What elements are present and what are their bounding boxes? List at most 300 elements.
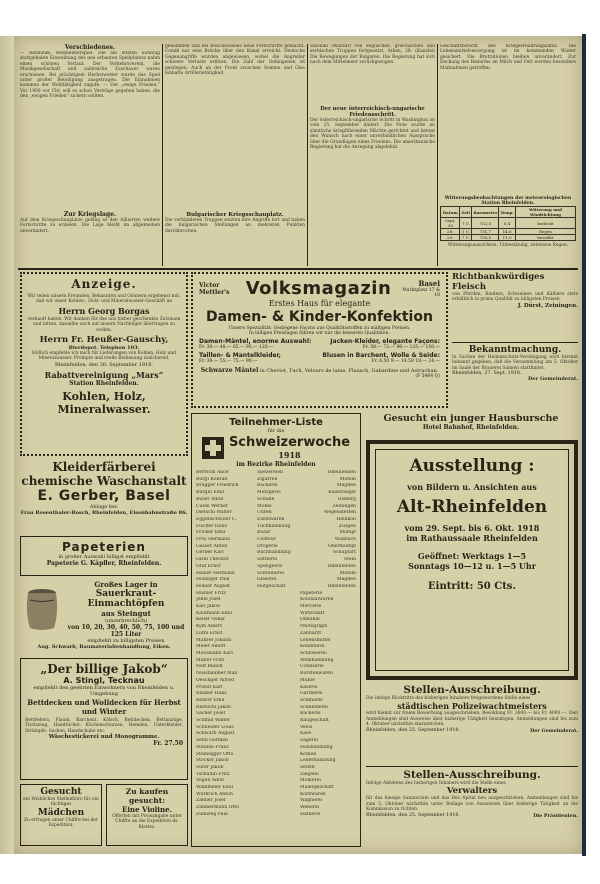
papeterien-ad (20, 536, 188, 576)
teilnehmer-business: Wagnerei (300, 798, 323, 804)
ausstellung-line-1: von Bildern u. Ansichten aus (407, 482, 537, 492)
anzeige-firm: Herrn Fr. Heußer-Gauschy, (39, 335, 169, 346)
teilnehmer-place: Rheinfelden (327, 563, 356, 569)
teilnehmer-name: Gerber Karl (196, 550, 224, 556)
news-column-4 (440, 44, 576, 266)
anzeige-text-3: Höflich empfehle ich mich für Lieferungen von Kohlen, Holz und Mineralwasser. Prompte und reelle Bedienung zusichernd. (32, 351, 176, 362)
lager-ad (20, 580, 188, 654)
teilnehmer-row (196, 698, 356, 705)
weather-row: 28. 1 U. 731,7 14,6 Regen (441, 229, 576, 235)
teilnehmer-name: Bertschi Alice (196, 470, 229, 475)
kleiderfaerberei-ablage: Ablage bei: (89, 504, 119, 510)
teilnehmer-business: Käse (300, 731, 312, 737)
teilnehmer-name: Bürgin Emil (196, 490, 225, 496)
teilnehmer-business: Hafnerei (300, 811, 321, 817)
teilnehmer-row (196, 530, 356, 537)
crock-icon (22, 588, 62, 632)
teilnehmer-place: Möhlin (339, 570, 356, 576)
ausstellung-title: Ausstellung : (409, 456, 535, 476)
teilnehmer-place: Kaiseraugst (328, 490, 356, 496)
teilnehmer-business: Ölmühle (300, 617, 320, 623)
teilnehmer-name: Gisin Theodor (196, 557, 229, 563)
ausstellung-fee: Eintritt: 50 Cts. (428, 581, 516, 592)
teilnehmer-business: Baugeschäft (300, 718, 329, 724)
volksmagazin-code: (F 5484 Q) (415, 374, 440, 379)
teilnehmer-row (196, 597, 356, 604)
jakob-ad (20, 658, 188, 780)
teilnehmer-business: Lebensmittel (300, 637, 331, 643)
book-spine (582, 34, 586, 856)
bekanntmachung-signature: Der Gemeinderat. (528, 376, 578, 383)
teilnehmer-business: Mühle (300, 677, 315, 683)
teilnehmer-name: Fricker Emil (196, 530, 226, 536)
section-divider (18, 268, 578, 270)
bekanntmachung-date: Rheinfelden, 27. Sept. 1918. (452, 371, 522, 377)
volksmagazin-owner: Victor Mettler's (199, 281, 230, 296)
teilnehmer-business: Weberei (300, 805, 320, 811)
teilnehmer-name: Senn Gottlieb (196, 738, 228, 744)
jakob-title: „Der billige Jakob“ (40, 662, 168, 676)
teilnehmer-name: Suter Jakob (196, 764, 224, 770)
column-2-text: genommen und bei Bouchavesnes neue Fortschritte gemacht. Condé nur eine Brücke über den Kanal erreicht. Deutsche Gegenangriffe wurden abgewiesen, wobei die Angreifer schwere Verluste erlitten. Die Zahl der Gefangenen ist gestiegen. Auch an der Front zwischen Somme und Oise lebhafte Artillerietätigkeit. (165, 44, 305, 77)
teilnehmer-name: Stocker Jakob (196, 758, 229, 764)
news-column-3 (310, 44, 435, 266)
teilnehmer-name: Hasler Hermann (196, 570, 235, 576)
zukaufen-item: Eine Violine. (122, 805, 172, 814)
teilnehmer-row (196, 664, 356, 671)
teilnehmer-business: Hutgeschäft (257, 583, 286, 589)
teilnehmer-business: Kolonialwaren (300, 597, 334, 603)
column-4-text: Geschäftsbericht des Kriegsernährungsamts. Die Lebensmittelversorgung ist im kommenden Winter gesichert. Die Brotrationen bleiben unverändert. Zur Deckung des Bedarfes an Milch und Fett werden besondere Maßnahmen getroffen. (440, 44, 576, 71)
teilnehmer-name: Steinegger Otto (196, 751, 234, 757)
teilnehmer-name: Fischer Hans (196, 523, 227, 529)
teilnehmer-business: Confiserie (300, 664, 324, 670)
teilnehmer-name: Kym Albert (196, 624, 223, 630)
teilnehmer-row (196, 725, 356, 732)
column-divider (162, 44, 163, 266)
weather-table (440, 206, 576, 241)
anzeige-station: Station Rheinfelden. (69, 379, 139, 387)
teilnehmer-row (196, 564, 356, 571)
teilnehmer-business: Schreinerei (257, 570, 285, 576)
anzeige-bottom: Kohlen, Holz, Mineralwasser. (57, 389, 151, 416)
teilnehmer-business: Käserei (300, 684, 318, 690)
teilnehmer-row (196, 477, 356, 484)
teilnehmer-name: Moosmann Karl (196, 650, 233, 656)
teilnehmer-row (196, 778, 356, 785)
teilnehmer-row (196, 624, 356, 631)
teilnehmer-business: Sattlerei (257, 557, 278, 563)
teilnehmer-business: Holzhandlung (300, 744, 333, 750)
gesucht-text: ein Weibliches Stellenbüro für ein tüchtiges (23, 797, 99, 808)
teilnehmer-business: Tuchhandlung (257, 523, 291, 529)
papeterien-sub: in großer Auswahl billigst empfiehlt (58, 554, 150, 560)
teilnehmer-business: Zigarren (257, 476, 278, 482)
teilnehmer-row (196, 571, 356, 578)
anzeige-name: Herrn Georg Borgas (58, 305, 150, 316)
zukaufen-text: Offerten mit Preisangabe unter Chiffre an die Expedition ds. Blattes. (112, 814, 182, 830)
teilnehmer-place: Schupfart (332, 550, 356, 556)
gesucht-title: Gesucht (40, 787, 82, 797)
teilnehmer-name: Buser Adolf (196, 496, 224, 502)
teilnehmer-business: Kohlen (300, 751, 317, 757)
teilnehmer-row (196, 792, 356, 799)
teilnehmer-business: Metzgerei (257, 490, 281, 496)
teilnehmer-row (196, 812, 356, 819)
volksmagazin-coats-heading: Damen-Mäntel, enorme Auswahl: (199, 338, 312, 345)
teilnehmer-place: Hellikon (336, 516, 356, 522)
ausstellung-ad (366, 440, 578, 680)
fleisch-name: J. Dürst, Zeiningen. (517, 302, 578, 309)
hausbursche-ad (364, 413, 578, 437)
teilnehmer-business: Bazar (257, 530, 271, 536)
teilnehmer-name: Probst Karl (196, 684, 223, 690)
teilnehmer-name: Schneider Louis (196, 724, 234, 730)
anzeige-date: Rheinfelden, den 30. September 1918. (55, 361, 153, 368)
stellen-1-heading: Stellen-Ausschreibung. (403, 684, 541, 696)
teilnehmer-business: Papeterie (300, 590, 323, 596)
teilnehmer-place: Rheinfelden (327, 583, 356, 589)
teilnehmer-name: Nussbaumer Max (196, 671, 238, 677)
volksmagazin-coats-prices: Fr. 30.— 48.— 65.— 95.— 120.— (199, 345, 274, 350)
teilnehmer-row (196, 658, 356, 665)
section-divider (452, 342, 578, 343)
teilnehmer-name: Zumsteg Paul (196, 811, 228, 817)
teilnehmer-name: Graf Ernst (196, 563, 221, 569)
stellen-ad-2 (366, 769, 578, 849)
teilnehmer-sub: für die (267, 428, 285, 434)
stellen-1-signature: Der Gemeinderat. (530, 727, 578, 734)
teilnehmer-business: Malergeschäft (300, 785, 334, 791)
teilnehmer-business: Möbel (257, 503, 272, 509)
teilnehmer-row (196, 577, 356, 584)
stellen-2-heading: Stellen-Ausschreibung. (403, 769, 541, 781)
newspaper-page (14, 36, 582, 854)
ausstellung-headline: Alt-Rheinfelden (396, 497, 548, 517)
fleisch-ad (452, 272, 578, 342)
teilnehmer-business: Spezereien (257, 470, 284, 475)
teilnehmer-name: Meier Albert (196, 644, 226, 650)
volksmagazin-subtitle: Erstes Haus für elegante (268, 299, 371, 308)
teilnehmer-business: Photograph (300, 624, 328, 630)
volksmagazin-title: Volksmagazin (245, 278, 392, 299)
papeterien-title: Papeterien (62, 540, 146, 554)
jakob-extra: Wäschestickerei und Monogramme. (48, 734, 160, 741)
teilnehmer-row (196, 504, 356, 511)
teilnehmer-row (196, 490, 356, 497)
teilnehmer-name: Kalt Jakob (196, 604, 221, 610)
teilnehmer-row (196, 678, 356, 685)
teilnehmer-business: Buchhandlung (257, 550, 291, 556)
teilnehmer-row (196, 470, 356, 477)
peace-heading: Der neue österreichisch-ungarische Friedensschritt. (320, 106, 425, 118)
anzeige-vereinigung: Rabattvereinigung „Mars“ (44, 369, 164, 380)
teilnehmer-business: Sägerei (300, 738, 318, 744)
teilnehmer-place: Zeiningen (332, 503, 356, 509)
volksmagazin-ad (191, 272, 448, 408)
teilnehmer-name: Cueni Werner (196, 503, 229, 509)
teilnehmer-row (196, 617, 356, 624)
teilnehmer-row (196, 524, 356, 531)
volksmagazin-jackets-heading: Jacken-Kleider, elegante Façons: (330, 338, 440, 345)
volksmagazin-blouses-heading: Blusen in Barchent, Wolle & Seide: (322, 352, 440, 359)
jakob-offer: Bettdecken und Wolldecken für Herbst und Winter (27, 698, 181, 716)
lager-heading: Großes Lager in (94, 580, 158, 589)
teilnehmer-row (196, 537, 356, 544)
anzeige-text-2: verkauft haben. Wir danken für das uns bisher geschenkte Zutrauen und bitten, dasselbe auch auf unsern Nachfolger übertragen zu wollen. (27, 316, 181, 333)
weather-header-row: Datum Zeit Barometer Temp. Witterung und Windrichtung (441, 207, 576, 218)
teilnehmer-name: Stäuble Franz (196, 744, 229, 750)
teilnehmer-business: Mercerie (300, 604, 322, 610)
teilnehmer-row (196, 805, 356, 812)
teilnehmer-region: im Bezirke Rheinfelden (236, 461, 316, 468)
teilnehmer-place: Olsberg (337, 496, 356, 502)
teilnehmer-place: Magden (336, 577, 356, 583)
ausstellung-hours: Geöffnet: Werktags 1—5 (417, 551, 527, 561)
teilnehmer-business: Drogerie (257, 543, 278, 549)
jakob-sub: empfiehlt den geehrten Einwohnern von Rheinfelden u. Umgebung (33, 685, 175, 697)
anzeige-ad (20, 272, 188, 456)
teilnehmer-name: Waldmeier Emil (196, 785, 234, 791)
ausstellung-dates: vom 29. Sept. bis 6. Okt. 1918 (404, 523, 540, 533)
lager-sizes: von 10, 20, 30, 40, 50, 75, 100 und 125 Liter (67, 624, 185, 638)
teilnehmer-business: Coiffeur (257, 537, 276, 543)
teilnehmer-name: Gasser Anton (196, 543, 228, 549)
teilnehmer-rows (196, 470, 356, 819)
teilnehmer-row (196, 584, 356, 591)
teilnehmer-row (196, 510, 356, 517)
teilnehmer-row (196, 745, 356, 752)
teilnehmer-name: Husner Fritz (196, 590, 226, 596)
teilnehmer-name: Ruetschi Jakob (196, 704, 231, 710)
teilnehmer-row (196, 758, 356, 765)
column-divider (437, 44, 438, 266)
anzeige-text-1: Wir teilen unsern Freunden, Bekannten und Gönnern ergebenst mit, daß wir unser Kohlen-, Holz- und Mineralwasser-Geschäft an (27, 294, 181, 305)
teilnehmer-business: Korbwaren (300, 791, 326, 797)
teilnehmer-business: Konditorei (300, 644, 325, 650)
teilnehmer-place: Magden (336, 483, 356, 489)
teilnehmer-row (196, 544, 356, 551)
teilnehmer-name: Frey Hermann (196, 537, 231, 543)
teilnehmer-name: Tschudin Fritz (196, 771, 230, 777)
teilnehmer-name: Schmid Walter (196, 718, 231, 724)
weather-footer: Witterungsaussichten: Unbeständig, zeitweise Regen. (447, 243, 569, 248)
volksmagazin-city: Basel (418, 279, 440, 288)
teilnehmer-name: Schwarb August (196, 731, 235, 737)
teilnehmer-name: Jehle Josef (196, 597, 221, 603)
column-divider (307, 44, 308, 266)
anzeige-title: Anzeige. (71, 277, 137, 291)
teilnehmer-row (196, 691, 356, 698)
teilnehmer-row (196, 705, 356, 712)
lager-material: aus Steingut (101, 609, 151, 618)
teilnehmer-business: Weinhandlung (300, 657, 334, 663)
teilnehmer-place: Stein (343, 557, 356, 563)
teilnehmer-name: Mahrer Johann (196, 637, 232, 643)
fleisch-text: von Pferden, Rindern, Schweinen und Kälbern stets erhältlich in prima Qualität zu billigsten Preisen. (452, 292, 578, 303)
lager-item: Sauerkraut-Einmachtöpfen (87, 589, 165, 609)
zukaufen-title: Zu kaufen gesucht: (125, 787, 169, 805)
teilnehmer-row (196, 798, 356, 805)
weather-row: 29. 7 U. 730,5 11,0 bewölkt (441, 235, 576, 241)
teilnehmer-name: Sacher Josef (196, 711, 226, 717)
hausbursche-heading: Gesucht ein junger Hausbursche (383, 413, 559, 424)
teilnehmer-business: Molkerei (300, 778, 321, 784)
teilnehmer-name: Zimmermann Otto (196, 805, 239, 811)
teilnehmer-name: Rohrer Emil (196, 697, 225, 703)
kleiderfaerberei-subheading: chemische Waschanstalt (21, 474, 187, 488)
teilnehmer-business: Uhren (257, 510, 272, 516)
teilnehmer-heading: Teilnehmer-Liste (229, 417, 323, 428)
teilnehmer-row (196, 591, 356, 598)
teilnehmer-name: Neff Rudolf (196, 664, 223, 670)
teilnehmer-name: Müller Fritz (196, 657, 225, 663)
teilnehmer-row (196, 638, 356, 645)
teilnehmer-place: Obermumpf (328, 543, 356, 549)
teilnehmer-row (196, 772, 356, 779)
teilnehmer-row (196, 483, 356, 490)
volksmagazin-line-2: In billigen Preislagen führen wir nur die besseren Qualitäten. (249, 331, 390, 336)
teilnehmer-business: Seifen (300, 764, 315, 770)
teilnehmer-row (196, 604, 356, 611)
bulgaria-heading: Bulgarischer Kriegsschauplatz. (186, 212, 284, 218)
teilnehmer-business: Gärtnerei (300, 691, 323, 697)
teilnehmer-name: Vögeli Adolf (196, 778, 224, 784)
teilnehmer-business: Schlosserei (300, 650, 327, 656)
teilnehmer-row (196, 631, 356, 638)
teilnehmer-row (196, 651, 356, 658)
teilnehmer-business: Ziegelei (300, 771, 319, 777)
lager-name: Aug. Schwarb, Baumaterialienhandlung, Eiken. (37, 644, 171, 650)
teilnehmer-name: Dietschi Walter (196, 510, 232, 516)
bekanntmachung-ad (452, 345, 578, 411)
stellen-ad-1 (366, 684, 578, 764)
stellen-2-details: für das hiesige Sanatorium und das Bez.-Spital neu ausgeschrieben. Anmeldungen sind bis zum 5. Oktober nächsthin unter Beilage von Ausweisen über bisherige Tätigkeit an die Kommission zu richten. (366, 796, 578, 813)
stellen-1-date: Rheinfelden, den 25. September 1918. (366, 727, 461, 733)
column-3-text: Saloniki (Wardar) von englischen, griechischen und serbischen Truppen fortgesetzt. Athen, 28. (Kanzlei) Die Bewegungen der Bulgaren. Die Regierung hat sich nach dem Mittelmeer zurückgezogen. (310, 44, 435, 66)
teilnehmer-name: Kaufmann Emil (196, 610, 232, 616)
ausstellung-hours-sunday: Sonntags 10—12 u. 1—5 Uhr (408, 561, 536, 571)
volksmagazin-headline: Damen- & Kinder-Konfektion (206, 309, 433, 325)
lager-recommend: empfiehlt zu billigsten Preisen (87, 638, 165, 644)
stellen-2-signature: Die Präsidenten. (533, 812, 578, 819)
teilnehmer-row (196, 671, 356, 678)
teilnehmer-name: Brugger Friedrich (196, 483, 239, 489)
teilnehmer-business: Velos (300, 724, 313, 730)
fleisch-heading: Richtbankwürdiges Fleisch (452, 272, 545, 292)
teilnehmer-business: Wirtschaft (300, 610, 325, 616)
kriegslage-heading: Zur Kriegslage. (63, 211, 117, 218)
teilnehmer-row (196, 718, 356, 725)
teilnehmer-row (196, 711, 356, 718)
teilnehmer-name: Hollinger Paul (196, 577, 230, 583)
volksmagazin-line-1: Unsere Spezialität: Gediegene Façons aus Qualitätsstoffen zu mäßigen Preisen. (228, 326, 411, 331)
weather-title: Witterungsbeobachtungen der meteorologischen Station Rheinfelden. (444, 196, 572, 206)
stellen-2-position: Verwalters (446, 786, 498, 797)
teilnehmer-row (196, 685, 356, 692)
teilnehmer-business: Zahnarzt (300, 630, 322, 636)
stellen-2-date: Rheinfelden, den 25. September 1918. (366, 812, 461, 818)
teilnehmer-row (196, 785, 356, 792)
teilnehmer-business: Bäckerei (257, 483, 278, 489)
jakob-name: A. Stingl, Tecknau (63, 676, 145, 685)
teilnehmer-row (196, 765, 356, 772)
teilnehmer-title: Schweizerwoche (228, 435, 351, 450)
volksmagazin-blouses-prices: Fr. 6.50 9.— 14.50 18.— 24.— (371, 359, 440, 364)
teilnehmer-place: Möhlin (339, 476, 356, 482)
swiss-cross-icon (202, 437, 224, 459)
teilnehmer-row (196, 644, 356, 651)
column-1-heading: Verschiedenes. (64, 44, 116, 51)
stellen-1-position: städtischen Polizeiwachtmeisters (397, 701, 547, 712)
teilnehmer-business: Bürstenwaren (300, 671, 333, 677)
teilnehmer-place: Zuzgen (338, 523, 356, 529)
teilnehmer-business: Schmiede (300, 697, 323, 703)
news-column-2 (165, 44, 305, 266)
anzeige-firm-sub: Bierdepot. Telephon 103. (68, 345, 140, 352)
lager-sub: (unzerbrechlich) (104, 618, 148, 624)
kleiderfaerberei-ad (20, 460, 188, 532)
papeterien-name: Papeterie G. Käpfler, Rheinfelden. (46, 560, 162, 567)
teilnehmer-name: Lüthi Ernst (196, 630, 223, 636)
column-1-text: — Beinheim. Beinheimerspiel. Die am letzten Sonntag stattgehabte Einweihung des neu erbauten Spielplatzes nahm einen schönen Verlauf. Der Verkehrsverein, die Musikgesellschaft und zahlreiche Zuschauer waren erschienen. Bei prächtigem Herbstwetter wurde das Spiel unter großer Beteiligung ausgetragen. Die Einnahmen kommen der Wohltätigkeit zugute. — Der „ewige Frieden.“ Vor 1900 vor Chr. soll es schon Verträge gegeben haben, die den „ewigen Frieden“ sichern sollten. (20, 51, 160, 100)
teilnehmer-place: Wallbach (334, 537, 356, 543)
teilnehmer-place: Mumpf (339, 530, 356, 536)
teilnehmer-name: Hohler August (196, 583, 230, 589)
teilnehmer-business: Spenglerei (257, 563, 283, 569)
gesucht-extra: Zu erfragen unter Chiffre bei der Expedition. (24, 817, 98, 829)
teilnehmer-place: Wegenstetten (324, 510, 356, 516)
gesucht-bold: Mädchen (37, 807, 85, 818)
kleiderfaerberei-name: E. Gerber, Basel (37, 488, 171, 504)
bulgaria-text: Die verbündeten Truppen setzten ihre Angriffe fort und haben die bulgarischen Stellungen an mehreren Punkten durchbrochen. (165, 218, 305, 234)
bekanntmachung-text: In Sachen der Heimatschutz-Vereinigung wird hiermit bekannt gegeben, daß die Versammlung am 5. Oktober im Saale der Brauerei Salmen stattfindet. (452, 355, 578, 371)
kleiderfaerberei-address: Frau Rosenthaler-Bosch, Rheinfelden, Eisenbahnstraße 86. (20, 510, 188, 516)
teilnehmer-business: Bäckerei (300, 711, 321, 717)
stellen-2-text: Infolge Ablebens des bisherigen Inhabers wird die Stelle eines (366, 781, 506, 786)
teilnehmer-row (196, 517, 356, 524)
teilnehmer-name: Eggenschwiler C. (196, 516, 237, 522)
teilnehmer-row (196, 738, 356, 745)
news-column-1 (20, 44, 160, 266)
volksmagazin-address: Marktplatz 17 & 18 (402, 288, 440, 298)
kriegslage-text: Auf dem Kriegsschauplatze gelang es den Alliierten weitere Fortschritte zu erzielen. Die Lage bleibt im allgemeinen unverändert. (20, 218, 160, 234)
teilnehmer-name: Zahner Josef (196, 798, 226, 804)
teilnehmer-name: Oeschger Alfred (196, 677, 235, 683)
stellen-1-text: Die infolge Rücktritts des bisherigen Inhabers freigewordene Stelle eines (366, 696, 531, 701)
teilnehmer-business: Glaserei (257, 577, 277, 583)
teilnehmer-liste (191, 413, 361, 847)
teilnehmer-row (196, 611, 356, 618)
teilnehmer-business: Schuhe (257, 496, 275, 502)
ausstellung-location: im Rathaussaale Rheinfelden (406, 533, 538, 543)
peace-text: Der österreichisch-ungarische Schritt in Washington ist vom 25. September datiert. Die Note wurde an sämtliche kriegführenden Mächte gerichtet und betont den Wunsch nach einer unverbindlichen Aussprache über die Grundlagen eines Friedens. Die amerikanische Regierung hat die Anregung abgelehnt. (310, 118, 435, 151)
volksmagazin-dresses-heading: Taillen- & Mantelkleider, (199, 352, 281, 359)
kleiderfaerberei-heading: Kleiderfärberei (52, 460, 156, 474)
volksmagazin-footer: Schwarze Mäntel in Cheviot, Tuch, Velours de laine, Flausch, Gabardine und Astrachan. (200, 367, 439, 374)
teilnehmer-name: Rauber Hans (196, 691, 227, 697)
teilnehmer-row (196, 550, 356, 557)
volksmagazin-dresses-prices: Fr. 38.— 55.— 75.— 90.— (199, 359, 258, 364)
teilnehmer-business: Lederhandlung (300, 758, 336, 764)
teilnehmer-row (196, 752, 356, 759)
stellen-1-details: wird hiemit zur freien Bewerbung ausgeschrieben. Besoldung Fr. 3600.— bis Fr. 4000.—. Den Anmeldungen sind Ausweise über bisherige Tätigkeit beizulegen. Anmeldungen sind bis zum 4. Oktober nächsthin einzureichen. (366, 711, 578, 728)
volksmagazin-jackets-prices: Fr. 58.— 72.— 98.— 125.— 150.— (362, 345, 440, 350)
teilnehmer-name: Bürgi Konrad (196, 476, 228, 482)
teilnehmer-business: Schneiderei (300, 704, 328, 710)
teilnehmer-name: Wüthrich Anton (196, 791, 233, 797)
teilnehmer-place: Rheinfelden (327, 470, 356, 475)
